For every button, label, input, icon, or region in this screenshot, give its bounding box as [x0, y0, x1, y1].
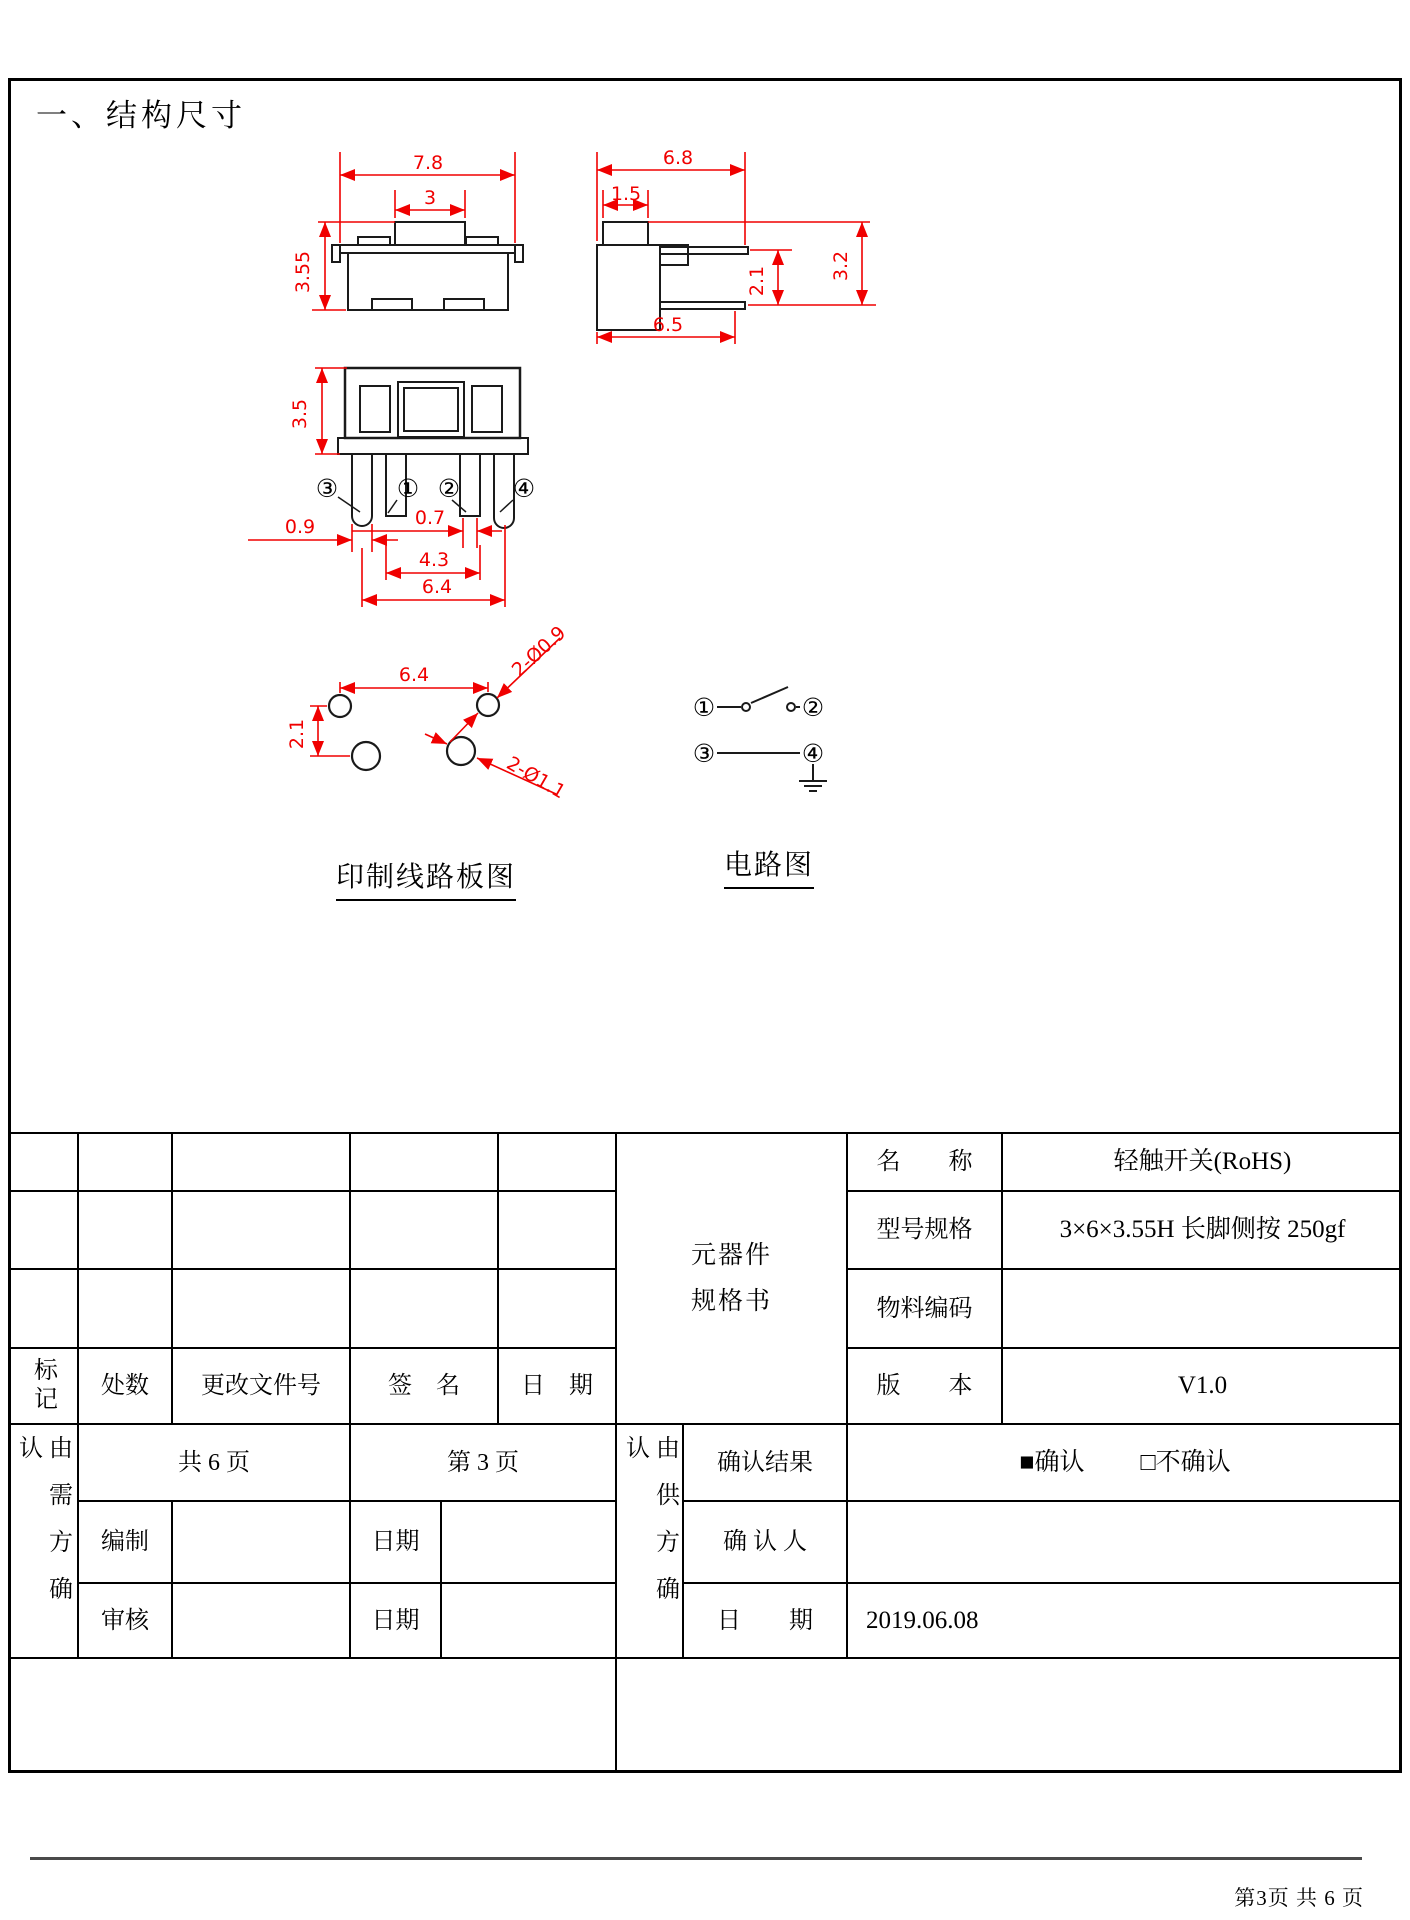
dim-label: 3.55 [292, 250, 314, 294]
revision-cell-empty [77, 1190, 171, 1268]
model-value: 3×6×3.55H 长脚侧按 250gf [1001, 1190, 1402, 1268]
count-header: 处数 [77, 1347, 171, 1423]
circuit-pin4: ④ [801, 739, 825, 768]
revision-cell-empty [171, 1132, 349, 1190]
revision-cell-empty [349, 1132, 497, 1190]
back-view-dims [248, 368, 505, 607]
dim-label: 0.9 [284, 516, 316, 538]
pin1-bubble: ① [396, 474, 420, 503]
material-code-value [1001, 1268, 1402, 1347]
circuit-pin2: ② [801, 693, 825, 722]
revision-cell-empty [497, 1268, 615, 1347]
date-header: 日 期 [497, 1347, 615, 1423]
back-view [338, 368, 528, 528]
dim-label: 3.5 [289, 398, 311, 430]
pin4-bubble: ④ [512, 474, 536, 503]
dim-label: 3.2 [830, 250, 852, 282]
producer-sign-cell [171, 1500, 349, 1582]
hole-spec-large: 2-Ø1.1 [502, 752, 570, 804]
revision-cell-empty [497, 1132, 615, 1190]
mark-header: 标记 [8, 1347, 77, 1423]
circuit-caption: 电路图 [724, 843, 814, 889]
material-code-label: 物料编码 [846, 1268, 1001, 1347]
doc-type-line1: 元器件 [690, 1242, 772, 1270]
dim-label: 6.8 [662, 147, 694, 169]
page-number: 第3页 共 6 页 [1234, 1886, 1364, 1910]
page-no-cell: 第 3 页 [349, 1423, 615, 1500]
front-view [332, 222, 523, 310]
bottom-right-empty-cell [615, 1657, 1402, 1770]
confirmer-value-cell [846, 1500, 1402, 1582]
name-label: 名 称 [846, 1132, 1001, 1190]
dim-label: 0.7 [414, 507, 446, 529]
auditor-date-label: 日期 [349, 1582, 440, 1657]
section-title: 一、结构尺寸 [36, 98, 246, 133]
doc-type-line2: 规格书 [690, 1287, 772, 1315]
confirm-result-value [846, 1423, 1402, 1500]
model-label: 型号规格 [846, 1190, 1001, 1268]
auditor-date-cell [440, 1582, 615, 1657]
name-value: 轻触开关(RoHS) [1001, 1132, 1402, 1190]
revision-cell-empty [497, 1190, 615, 1268]
dim-label: 1.5 [610, 183, 642, 205]
revision-cell-empty [171, 1268, 349, 1347]
change-doc-header: 更改文件号 [171, 1347, 349, 1423]
demand-side-cell: 由需方确认 [8, 1423, 77, 1657]
front-view-dims [312, 152, 515, 310]
circuit-pin3: ③ [692, 739, 716, 768]
sign-header: 签 名 [349, 1347, 497, 1423]
revision-cell-empty [349, 1190, 497, 1268]
circuit-pin1: ① [692, 693, 716, 722]
revision-cell-empty [349, 1268, 497, 1347]
confirm-checkbox-unchecked: □不确认 [1140, 1448, 1231, 1476]
revision-cell-empty [8, 1268, 77, 1347]
pcb-caption: 印制线路板图 [336, 855, 516, 901]
confirmer-label: 确 认 人 [682, 1500, 846, 1582]
dim-label: 6.4 [421, 576, 453, 598]
dim-label: 7.8 [412, 152, 444, 174]
revision-cell-empty [77, 1132, 171, 1190]
producer-date-label: 日期 [349, 1500, 440, 1582]
supply-side-cell: 由供方确认 [615, 1423, 682, 1657]
dim-label: 2.1 [746, 265, 768, 297]
auditor-sign-cell [171, 1582, 349, 1657]
doc-type-cell [615, 1132, 846, 1423]
footer-divider [30, 1857, 1362, 1860]
pin2-bubble: ② [437, 474, 461, 503]
revision-cell-empty [8, 1190, 77, 1268]
dim-label: 2.1 [286, 718, 308, 750]
confirm-checkbox-checked: ■确认 [1019, 1448, 1085, 1476]
dim-label: 6.4 [398, 664, 430, 686]
bottom-left-empty-cell [8, 1657, 615, 1770]
auditor-label: 审核 [77, 1582, 171, 1657]
pcb-layout [329, 694, 499, 770]
pin3-bubble: ③ [315, 474, 339, 503]
confirm-result-label: 确认结果 [682, 1423, 846, 1500]
dim-label: 3 [423, 187, 437, 209]
revision-cell-empty [8, 1132, 77, 1190]
confirm-date-value: 2019.06.08 [846, 1582, 1402, 1657]
version-value: V1.0 [1001, 1347, 1402, 1423]
total-pages-cell: 共 6 页 [77, 1423, 349, 1500]
producer-label: 编制 [77, 1500, 171, 1582]
revision-cell-empty [77, 1268, 171, 1347]
producer-date-cell [440, 1500, 615, 1582]
version-label: 版 本 [846, 1347, 1001, 1423]
dim-label: 6.5 [652, 314, 684, 336]
confirm-date-label: 日 期 [682, 1582, 846, 1657]
dim-label: 4.3 [418, 549, 450, 571]
hole-spec-small: 2-Ø0.9 [507, 621, 571, 682]
revision-cell-empty [171, 1190, 349, 1268]
